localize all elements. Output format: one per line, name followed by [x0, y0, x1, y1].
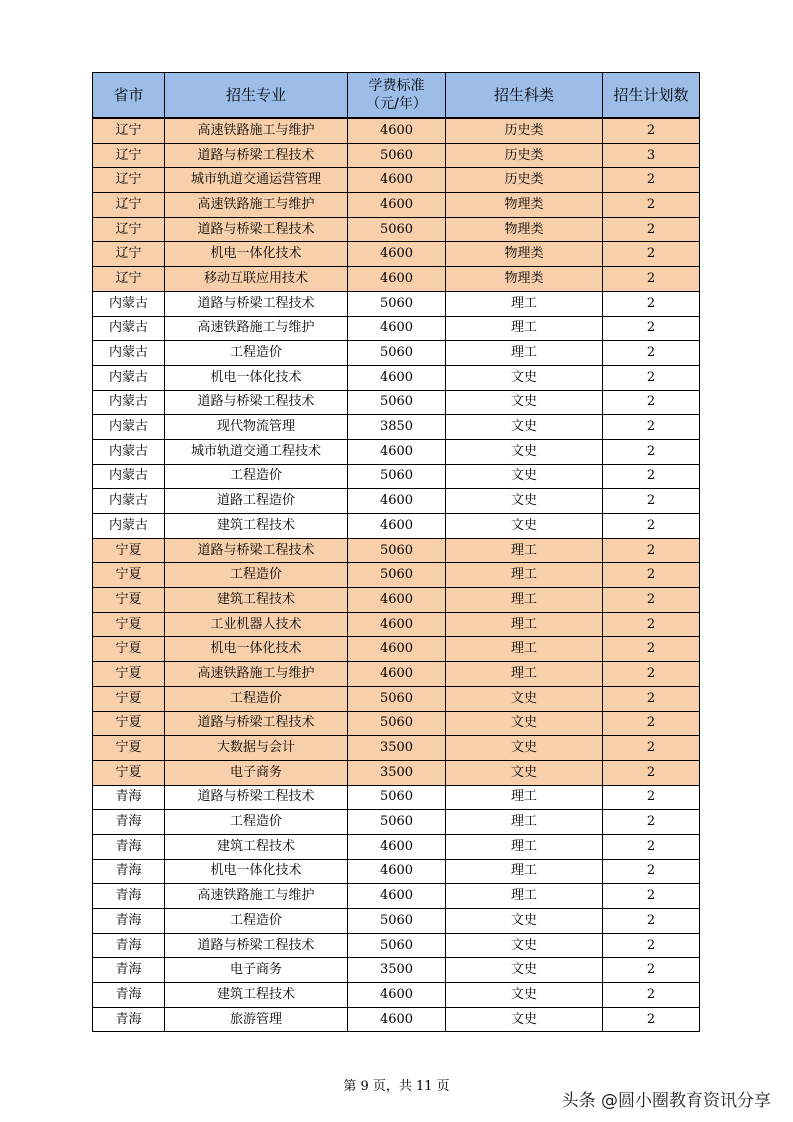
- cell-province: 内蒙古: [93, 341, 165, 366]
- cell-major: 机电一体化技术: [165, 365, 348, 390]
- table-row: [93, 267, 700, 292]
- table-row: [93, 760, 700, 785]
- cell-province: 青海: [93, 859, 165, 884]
- table-row: [93, 785, 700, 810]
- cell-province: 辽宁: [93, 217, 165, 242]
- cell-province: 宁夏: [93, 686, 165, 711]
- cell-province: 内蒙古: [93, 514, 165, 539]
- cell-plan: 2: [603, 464, 700, 489]
- cell-major: 道路与桥梁工程技术: [165, 538, 348, 563]
- table-row: [93, 1007, 700, 1032]
- cell-category: 理工: [446, 884, 603, 909]
- cell-plan: 2: [603, 810, 700, 835]
- cell-major: 城市轨道交通工程技术: [165, 439, 348, 464]
- cell-plan: 2: [603, 958, 700, 983]
- cell-plan: 2: [603, 637, 700, 662]
- cell-fee: 4600: [348, 662, 446, 687]
- cell-plan: 2: [603, 242, 700, 267]
- header-fee-line1: 学费标准: [368, 78, 425, 94]
- table-row: [93, 662, 700, 687]
- table-body: [93, 118, 700, 1032]
- cell-plan: 2: [603, 316, 700, 341]
- cell-province: 青海: [93, 958, 165, 983]
- table-row: [93, 736, 700, 761]
- table-row: [93, 538, 700, 563]
- cell-major: 建筑工程技术: [165, 834, 348, 859]
- cell-province: 辽宁: [93, 267, 165, 292]
- cell-province: 青海: [93, 983, 165, 1008]
- cell-major: 机电一体化技术: [165, 242, 348, 267]
- cell-category: 文史: [446, 909, 603, 934]
- header-fee-line2: （元/年）: [366, 96, 427, 112]
- cell-category: 历史类: [446, 168, 603, 193]
- cell-fee: 4600: [348, 365, 446, 390]
- cell-major: 高速铁路施工与维护: [165, 316, 348, 341]
- table-row: [93, 884, 700, 909]
- table-row: [93, 217, 700, 242]
- cell-plan: 2: [603, 193, 700, 218]
- cell-fee: 5060: [348, 909, 446, 934]
- cell-category: 理工: [446, 637, 603, 662]
- cell-plan: 2: [603, 884, 700, 909]
- cell-province: 青海: [93, 909, 165, 934]
- cell-province: 内蒙古: [93, 390, 165, 415]
- cell-category: 文史: [446, 1007, 603, 1032]
- cell-major: 工程造价: [165, 909, 348, 934]
- cell-fee: 4600: [348, 168, 446, 193]
- cell-fee: 5060: [348, 464, 446, 489]
- cell-category: 物理类: [446, 242, 603, 267]
- table-row: [93, 637, 700, 662]
- cell-fee: 5060: [348, 810, 446, 835]
- cell-plan: 2: [603, 612, 700, 637]
- cell-major: 建筑工程技术: [165, 983, 348, 1008]
- cell-fee: 4600: [348, 859, 446, 884]
- cell-fee: 4600: [348, 983, 446, 1008]
- cell-plan: 2: [603, 489, 700, 514]
- cell-fee: 5060: [348, 785, 446, 810]
- cell-major: 高速铁路施工与维护: [165, 118, 348, 143]
- cell-major: 道路与桥梁工程技术: [165, 390, 348, 415]
- cell-major: 建筑工程技术: [165, 588, 348, 613]
- table-row: [93, 983, 700, 1008]
- cell-fee: 5060: [348, 341, 446, 366]
- cell-fee: 5060: [348, 686, 446, 711]
- cell-fee: 5060: [348, 563, 446, 588]
- cell-fee: 4600: [348, 588, 446, 613]
- cell-category: 物理类: [446, 217, 603, 242]
- table-row: [93, 143, 700, 168]
- cell-category: 文史: [446, 489, 603, 514]
- cell-province: 宁夏: [93, 563, 165, 588]
- cell-province: 宁夏: [93, 736, 165, 761]
- table-row: [93, 118, 700, 143]
- watermark-text: 头条 @圆小圈教育资讯分享: [561, 1091, 771, 1111]
- cell-fee: 4600: [348, 439, 446, 464]
- cell-plan: 2: [603, 686, 700, 711]
- cell-category: 文史: [446, 736, 603, 761]
- cell-plan: 2: [603, 341, 700, 366]
- cell-plan: 2: [603, 662, 700, 687]
- cell-province: 内蒙古: [93, 439, 165, 464]
- cell-fee: 3500: [348, 958, 446, 983]
- cell-major: 道路与桥梁工程技术: [165, 143, 348, 168]
- cell-plan: 2: [603, 291, 700, 316]
- cell-province: 宁夏: [93, 662, 165, 687]
- cell-plan: 3: [603, 143, 700, 168]
- cell-province: 青海: [93, 810, 165, 835]
- table-row: [93, 341, 700, 366]
- cell-fee: 4600: [348, 118, 446, 143]
- table-row: [93, 711, 700, 736]
- cell-province: 青海: [93, 834, 165, 859]
- cell-category: 文史: [446, 686, 603, 711]
- cell-fee: 4600: [348, 637, 446, 662]
- table-row: [93, 612, 700, 637]
- table-row: [93, 242, 700, 267]
- admissions-plan-table: [92, 72, 700, 1032]
- cell-fee: 5060: [348, 143, 446, 168]
- cell-major: 高速铁路施工与维护: [165, 193, 348, 218]
- cell-category: 理工: [446, 588, 603, 613]
- table-row: [93, 834, 700, 859]
- cell-major: 电子商务: [165, 760, 348, 785]
- cell-fee: 5060: [348, 538, 446, 563]
- cell-plan: 2: [603, 760, 700, 785]
- cell-category: 历史类: [446, 118, 603, 143]
- cell-province: 辽宁: [93, 242, 165, 267]
- cell-fee: 5060: [348, 711, 446, 736]
- cell-fee: 4600: [348, 884, 446, 909]
- header-plan: 招生计划数: [603, 73, 700, 119]
- cell-category: 物理类: [446, 267, 603, 292]
- cell-fee: 3500: [348, 760, 446, 785]
- cell-plan: 2: [603, 563, 700, 588]
- page-number: 第 9 页，共 11 页: [343, 1079, 450, 1094]
- cell-major: 城市轨道交通运营管理: [165, 168, 348, 193]
- cell-category: 理工: [446, 612, 603, 637]
- cell-province: 宁夏: [93, 760, 165, 785]
- cell-category: 理工: [446, 785, 603, 810]
- cell-plan: 2: [603, 933, 700, 958]
- table-row: [93, 686, 700, 711]
- table-row: [93, 316, 700, 341]
- cell-fee: 3850: [348, 415, 446, 440]
- cell-category: 理工: [446, 834, 603, 859]
- cell-category: 文史: [446, 711, 603, 736]
- cell-major: 电子商务: [165, 958, 348, 983]
- cell-fee: 4600: [348, 267, 446, 292]
- cell-plan: 2: [603, 785, 700, 810]
- table-header-row: [93, 73, 700, 119]
- cell-major: 高速铁路施工与维护: [165, 662, 348, 687]
- cell-province: 内蒙古: [93, 316, 165, 341]
- table-row: [93, 415, 700, 440]
- table-row: [93, 933, 700, 958]
- cell-plan: 2: [603, 365, 700, 390]
- table-row: [93, 958, 700, 983]
- table-row: [93, 365, 700, 390]
- cell-plan: 2: [603, 711, 700, 736]
- cell-plan: 2: [603, 168, 700, 193]
- cell-major: 工程造价: [165, 810, 348, 835]
- cell-major: 工业机器人技术: [165, 612, 348, 637]
- cell-province: 辽宁: [93, 118, 165, 143]
- cell-major: 道路与桥梁工程技术: [165, 933, 348, 958]
- cell-category: 理工: [446, 859, 603, 884]
- header-fee: [348, 73, 446, 119]
- cell-province: 内蒙古: [93, 415, 165, 440]
- cell-fee: 4600: [348, 1007, 446, 1032]
- cell-major: 道路工程造价: [165, 489, 348, 514]
- cell-province: 宁夏: [93, 612, 165, 637]
- cell-province: 宁夏: [93, 637, 165, 662]
- header-province: 省市: [93, 73, 165, 119]
- cell-category: 理工: [446, 662, 603, 687]
- cell-major: 道路与桥梁工程技术: [165, 291, 348, 316]
- header-major: 招生专业: [165, 73, 348, 119]
- cell-major: 大数据与会计: [165, 736, 348, 761]
- cell-province: 宁夏: [93, 538, 165, 563]
- cell-fee: 4600: [348, 612, 446, 637]
- cell-category: 文史: [446, 464, 603, 489]
- table-row: [93, 390, 700, 415]
- cell-fee: 5060: [348, 933, 446, 958]
- cell-fee: 5060: [348, 217, 446, 242]
- table-row: [93, 168, 700, 193]
- cell-province: 内蒙古: [93, 291, 165, 316]
- cell-fee: 5060: [348, 390, 446, 415]
- cell-province: 辽宁: [93, 143, 165, 168]
- cell-plan: 2: [603, 736, 700, 761]
- cell-category: 文史: [446, 760, 603, 785]
- cell-major: 工程造价: [165, 686, 348, 711]
- cell-category: 理工: [446, 316, 603, 341]
- cell-plan: 2: [603, 834, 700, 859]
- cell-category: 文史: [446, 439, 603, 464]
- cell-province: 内蒙古: [93, 489, 165, 514]
- cell-major: 高速铁路施工与维护: [165, 884, 348, 909]
- cell-plan: 2: [603, 909, 700, 934]
- table-row: [93, 588, 700, 613]
- cell-fee: 3500: [348, 736, 446, 761]
- cell-plan: 2: [603, 439, 700, 464]
- cell-plan: 2: [603, 859, 700, 884]
- table-row: [93, 810, 700, 835]
- cell-major: 旅游管理: [165, 1007, 348, 1032]
- cell-plan: 2: [603, 514, 700, 539]
- cell-major: 工程造价: [165, 341, 348, 366]
- table-row: [93, 514, 700, 539]
- cell-province: 宁夏: [93, 588, 165, 613]
- cell-category: 理工: [446, 563, 603, 588]
- cell-major: 现代物流管理: [165, 415, 348, 440]
- cell-major: 工程造价: [165, 464, 348, 489]
- cell-plan: 2: [603, 118, 700, 143]
- cell-category: 文史: [446, 933, 603, 958]
- cell-major: 工程造价: [165, 563, 348, 588]
- cell-category: 文史: [446, 983, 603, 1008]
- cell-plan: 2: [603, 267, 700, 292]
- table-row: [93, 909, 700, 934]
- cell-province: 青海: [93, 1007, 165, 1032]
- cell-fee: 5060: [348, 291, 446, 316]
- cell-major: 机电一体化技术: [165, 859, 348, 884]
- cell-province: 宁夏: [93, 711, 165, 736]
- cell-fee: 4600: [348, 834, 446, 859]
- cell-category: 文史: [446, 415, 603, 440]
- table-row: [93, 859, 700, 884]
- cell-major: 道路与桥梁工程技术: [165, 217, 348, 242]
- table-row: [93, 193, 700, 218]
- cell-major: 道路与桥梁工程技术: [165, 785, 348, 810]
- cell-category: 物理类: [446, 193, 603, 218]
- cell-category: 理工: [446, 291, 603, 316]
- cell-category: 文史: [446, 958, 603, 983]
- cell-fee: 4600: [348, 242, 446, 267]
- cell-category: 理工: [446, 538, 603, 563]
- cell-province: 辽宁: [93, 193, 165, 218]
- cell-fee: 4600: [348, 316, 446, 341]
- cell-plan: 2: [603, 415, 700, 440]
- cell-category: 文史: [446, 514, 603, 539]
- cell-plan: 2: [603, 588, 700, 613]
- cell-major: 道路与桥梁工程技术: [165, 711, 348, 736]
- cell-province: 内蒙古: [93, 464, 165, 489]
- cell-province: 青海: [93, 933, 165, 958]
- cell-fee: 4600: [348, 193, 446, 218]
- cell-major: 机电一体化技术: [165, 637, 348, 662]
- cell-plan: 2: [603, 983, 700, 1008]
- cell-major: 移动互联应用技术: [165, 267, 348, 292]
- cell-plan: 2: [603, 217, 700, 242]
- cell-fee: 4600: [348, 489, 446, 514]
- cell-province: 辽宁: [93, 168, 165, 193]
- header-category: 招生科类: [446, 73, 603, 119]
- table-row: [93, 464, 700, 489]
- cell-category: 文史: [446, 390, 603, 415]
- cell-plan: 2: [603, 390, 700, 415]
- cell-province: 内蒙古: [93, 365, 165, 390]
- cell-category: 理工: [446, 810, 603, 835]
- cell-province: 青海: [93, 785, 165, 810]
- cell-major: 建筑工程技术: [165, 514, 348, 539]
- cell-category: 文史: [446, 365, 603, 390]
- cell-category: 历史类: [446, 143, 603, 168]
- cell-fee: 4600: [348, 514, 446, 539]
- cell-plan: 2: [603, 1007, 700, 1032]
- table-row: [93, 291, 700, 316]
- table-row: [93, 439, 700, 464]
- cell-plan: 2: [603, 538, 700, 563]
- cell-province: 青海: [93, 884, 165, 909]
- cell-category: 理工: [446, 341, 603, 366]
- table-row: [93, 489, 700, 514]
- table-row: [93, 563, 700, 588]
